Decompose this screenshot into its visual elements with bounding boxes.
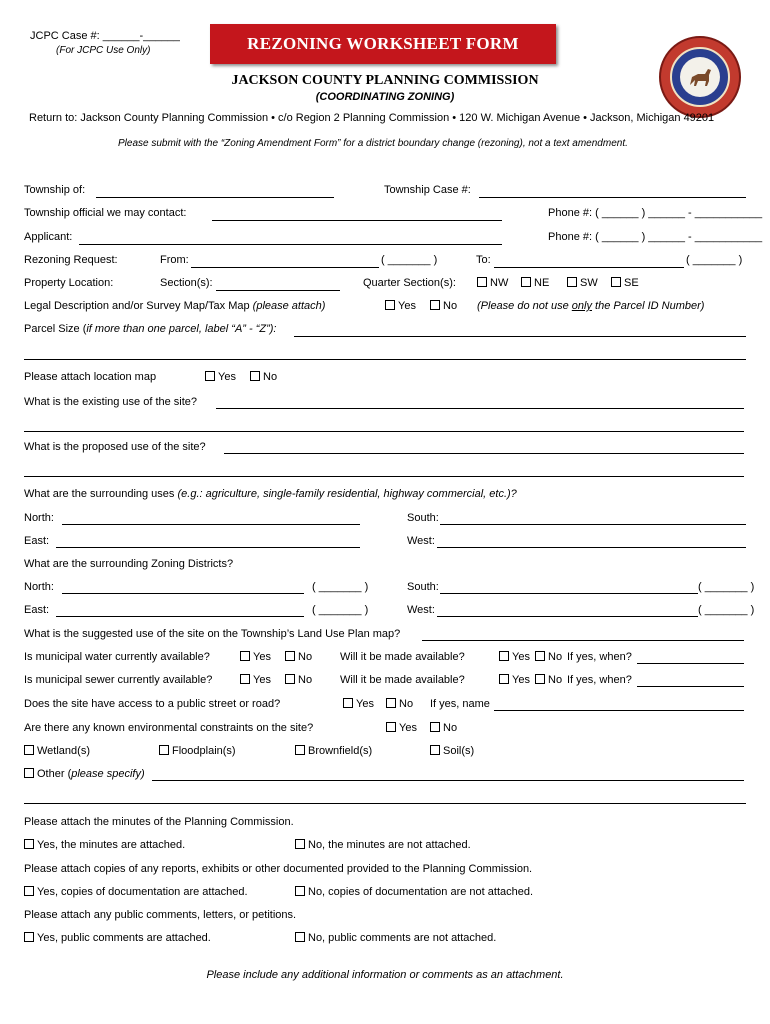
location-map-yes-checkbox[interactable]: Yes (205, 371, 236, 383)
comments-question: Please attach any public comments, letters, or petitions. (24, 909, 297, 921)
location-map-label: Please attach location map (24, 371, 157, 383)
env-constraints-label: Are there any known environmental constraints on the site? (24, 722, 314, 734)
zoning-west-field[interactable] (437, 616, 698, 617)
township-case-field[interactable] (479, 197, 746, 198)
uses-north-field[interactable] (62, 524, 360, 525)
zoning-east-field[interactable] (56, 616, 304, 617)
sewer-when-field[interactable] (637, 686, 744, 687)
other-checkbox[interactable]: Other (please specify) (24, 768, 145, 780)
checkbox-icon (159, 745, 169, 755)
parcel-size-field-line2[interactable] (24, 359, 746, 360)
zoning-north-label: North: (24, 581, 54, 593)
footer-note: Please include any additional information or comments as an attachment. (206, 969, 564, 981)
applicant-phone-field[interactable]: Phone #: ( ______ ) ______ - ___________ (548, 231, 763, 243)
suggested-use-label: What is the suggested use of the site on the Township’s Land Use Plan map? (24, 628, 401, 640)
existing-use-field[interactable] (216, 408, 744, 409)
water-label: Is municipal water currently available? (24, 651, 210, 663)
parcel-size-label: Parcel Size (if more than one parcel, label “A” - “Z”): (24, 323, 277, 335)
water-will-be-label: Will it be made available? (340, 651, 465, 663)
org-subtitle: (COORDINATING ZONING) (315, 91, 455, 103)
parcel-id-note: (Please do not use only the Parcel ID Number) (477, 300, 705, 312)
checkbox-sw[interactable]: SW (567, 277, 598, 289)
checkbox-icon (343, 698, 353, 708)
water-yes-checkbox[interactable]: Yes (240, 651, 271, 663)
zoning-west-label: West: (407, 604, 435, 616)
checkbox-icon (285, 674, 295, 684)
township-field[interactable] (96, 197, 334, 198)
checkbox-icon (385, 300, 395, 310)
applicant-label: Applicant: (24, 231, 73, 243)
sewer-no-checkbox[interactable]: No (285, 674, 312, 686)
minutes-no-checkbox[interactable]: No, the minutes are not attached. (295, 839, 471, 851)
legal-description-label: Legal Description and/or Survey Map/Tax Map (please attach) (24, 300, 326, 312)
env-yes-checkbox[interactable]: Yes (386, 722, 417, 734)
uses-west-field[interactable] (437, 547, 746, 548)
proposed-use-label: What is the proposed use of the site? (24, 441, 206, 453)
checkbox-icon (535, 651, 545, 661)
uses-south-label: South: (407, 512, 439, 524)
proposed-use-field[interactable] (224, 453, 744, 454)
from-label: From: (160, 254, 189, 266)
zoning-north-code[interactable]: ( _______ ) (312, 581, 369, 593)
sewer-future-no-checkbox[interactable]: No (535, 674, 562, 686)
case-number-note: (For JCPC Use Only) (56, 45, 151, 56)
location-map-no-checkbox[interactable]: No (250, 371, 277, 383)
sewer-label: Is municipal sewer currently available? (24, 674, 213, 686)
form-title-banner (210, 24, 556, 64)
township-label: Township of: (24, 184, 86, 196)
proposed-use-field-line2[interactable] (24, 476, 744, 477)
water-no-checkbox[interactable]: No (285, 651, 312, 663)
zoning-east-label: East: (24, 604, 50, 616)
minutes-question: Please attach the minutes of the Planning Commission. (24, 816, 294, 828)
property-location-label: Property Location: (24, 277, 114, 289)
zoning-south-code[interactable]: ( _______ ) (698, 581, 755, 593)
floodplain-checkbox[interactable]: Floodplain(s) (159, 745, 236, 757)
sewer-when-label: If yes, when? (567, 674, 632, 686)
to-field[interactable] (494, 267, 684, 268)
comments-no-checkbox[interactable]: No, public comments are not attached. (295, 932, 496, 944)
uses-north-label: North: (24, 512, 54, 524)
zoning-south-field[interactable] (440, 593, 698, 594)
checkbox-icon (386, 722, 396, 732)
checkbox-icon (240, 651, 250, 661)
water-future-no-checkbox[interactable]: No (535, 651, 562, 663)
zoning-north-field[interactable] (62, 593, 304, 594)
soil-checkbox[interactable]: Soil(s) (430, 745, 474, 757)
street-yes-checkbox[interactable]: Yes (343, 698, 374, 710)
other-field-line2[interactable] (24, 803, 746, 804)
checkbox-se[interactable]: SE (611, 277, 639, 289)
env-no-checkbox[interactable]: No (430, 722, 457, 734)
zoning-east-code[interactable]: ( _______ ) (312, 604, 369, 616)
org-name: JACKSON COUNTY PLANNING COMMISSION (231, 73, 539, 88)
quarter-sections-label: Quarter Section(s): (363, 277, 456, 289)
zoning-west-code[interactable]: ( _______ ) (698, 604, 755, 616)
water-when-field[interactable] (637, 663, 744, 664)
comments-yes-checkbox[interactable]: Yes, public comments are attached. (24, 932, 211, 944)
to-label: To: (476, 254, 491, 266)
checkbox-icon (240, 674, 250, 684)
checkbox-icon (24, 768, 34, 778)
checkbox-icon (386, 698, 396, 708)
uses-east-label: East: (24, 535, 50, 547)
return-address: Return to: Jackson County Planning Commission • c/o Region 2 Planning Commission • 120 W. Michigan Avenue • Jackson, Michigan 49201 (29, 112, 715, 124)
checkbox-icon (295, 839, 305, 849)
official-label: Township official we may contact: (24, 207, 187, 219)
reports-no-checkbox[interactable]: No, copies of documentation are not attached. (295, 886, 533, 898)
reports-question: Please attach copies of any reports, exhibits or other documented provided to the Planning Commission. (24, 863, 533, 875)
parcel-size-field[interactable] (294, 336, 746, 337)
public-street-label: Does the site have access to a public street or road? (24, 698, 281, 710)
water-future-yes-checkbox[interactable]: Yes (499, 651, 530, 663)
submission-note: Please submit with the “Zoning Amendment Form” for a district boundary change (rezoning), not a text amendment. (118, 138, 628, 149)
sewer-will-be-label: Will it be made available? (340, 674, 465, 686)
from-district-code[interactable]: ( _______ ) (381, 254, 438, 266)
township-case-label: Township Case #: (384, 184, 471, 196)
checkbox-icon (477, 277, 487, 287)
checkbox-icon (24, 886, 34, 896)
existing-use-field-line2[interactable] (24, 431, 744, 432)
to-district-code[interactable]: ( _______ ) (686, 254, 743, 266)
sewer-future-yes-checkbox[interactable]: Yes (499, 674, 530, 686)
checkbox-ne[interactable]: NE (521, 277, 549, 289)
brownfield-checkbox[interactable]: Brownfield(s) (295, 745, 372, 757)
checkbox-icon (499, 674, 509, 684)
wetland-checkbox[interactable]: Wetland(s) (24, 745, 90, 757)
sewer-yes-checkbox[interactable]: Yes (240, 674, 271, 686)
uses-south-field[interactable] (440, 524, 746, 525)
checkbox-icon (499, 651, 509, 661)
rezoning-request-label: Rezoning Request: (24, 254, 118, 266)
existing-use-label: What is the existing use of the site? (24, 396, 198, 408)
legal-yes-checkbox[interactable]: Yes (385, 300, 416, 312)
checkbox-icon (250, 371, 260, 381)
checkbox-icon (24, 932, 34, 942)
checkbox-icon (285, 651, 295, 661)
other-field[interactable] (152, 780, 744, 781)
street-name-field[interactable] (494, 710, 744, 711)
checkbox-icon (295, 932, 305, 942)
checkbox-icon (567, 277, 577, 287)
legal-no-checkbox[interactable]: No (430, 300, 457, 312)
zoning-south-label: South: (407, 581, 439, 593)
sections-field[interactable] (216, 290, 340, 291)
street-no-checkbox[interactable]: No (386, 698, 413, 710)
reports-yes-checkbox[interactable]: Yes, copies of documentation are attached. (24, 886, 248, 898)
water-when-label: If yes, when? (567, 651, 632, 663)
checkbox-icon (430, 745, 440, 755)
checkbox-icon (295, 886, 305, 896)
uses-east-field[interactable] (56, 547, 360, 548)
checkbox-nw[interactable]: NW (477, 277, 508, 289)
checkbox-icon (295, 745, 305, 755)
form-title: REZONING WORKSHEET FORM (247, 34, 519, 53)
checkbox-icon (430, 722, 440, 732)
checkbox-icon (430, 300, 440, 310)
checkbox-icon (205, 371, 215, 381)
street-name-label: If yes, name (430, 698, 490, 710)
surrounding-uses-label: What are the surrounding uses (e.g.: agriculture, single-family residential, highway commercial, etc.)? (24, 488, 517, 500)
suggested-use-field[interactable] (422, 640, 744, 641)
sections-label: Section(s): (160, 277, 213, 289)
case-number-label: JCPC Case #: ______-______ (30, 30, 180, 42)
applicant-field[interactable] (79, 244, 502, 245)
minutes-yes-checkbox[interactable]: Yes, the minutes are attached. (24, 839, 185, 851)
checkbox-icon (611, 277, 621, 287)
checkbox-icon (24, 839, 34, 849)
checkbox-icon (535, 674, 545, 684)
official-phone-field[interactable]: Phone #: ( ______ ) ______ - ___________ (548, 207, 763, 219)
official-field[interactable] (212, 220, 502, 221)
uses-west-label: West: (407, 535, 435, 547)
from-field[interactable] (191, 267, 379, 268)
surrounding-zoning-label: What are the surrounding Zoning Districts? (24, 558, 234, 570)
checkbox-icon (521, 277, 531, 287)
checkbox-icon (24, 745, 34, 755)
